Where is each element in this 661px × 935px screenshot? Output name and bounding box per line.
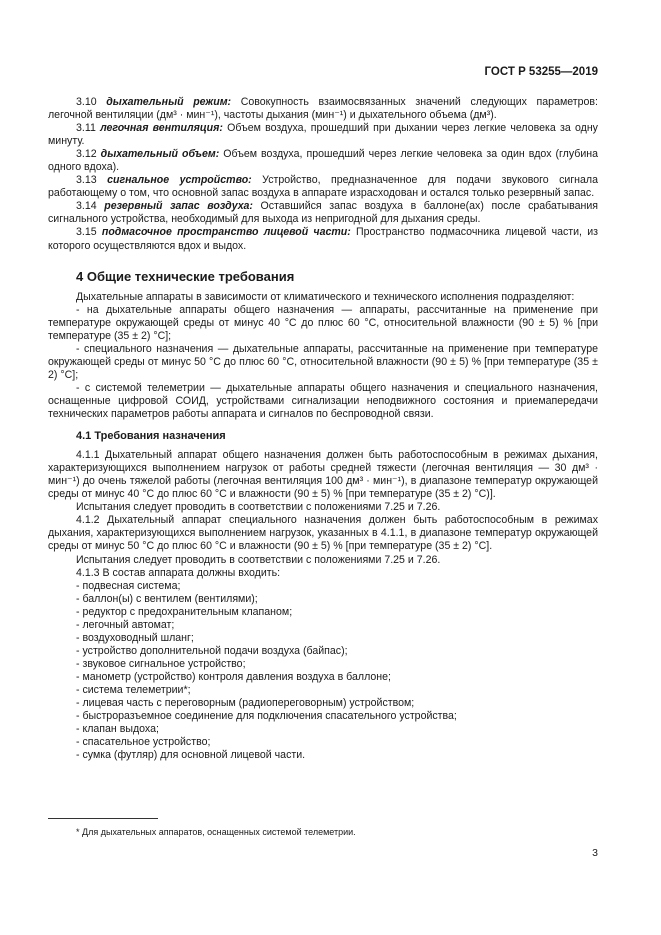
- component-item: - подвесная система;: [76, 579, 181, 592]
- classification-item: - на дыхательные аппараты общего назначения — аппараты, рассчитанные на применение при температуре окружающей среды от минус 40 °С до плюс 60 °С, относительной влажности (90 ± 5) % [при температуре (35 ± 2) °С];: [48, 303, 598, 342]
- component-item: - легочный автомат;: [76, 618, 175, 631]
- definition-term: подмасочное пространство лицевой части:: [101, 226, 351, 239]
- definition-number: 3.12: [76, 148, 101, 161]
- component-item: - редуктор с предохранительным клапаном;: [76, 605, 293, 618]
- component-item: - звуковое сигнальное устройство;: [76, 657, 246, 670]
- page-number: 3: [592, 847, 598, 859]
- definition-term: сигнальное устройство:: [107, 174, 252, 187]
- definition-number: 3.13: [76, 174, 108, 187]
- definition-number: 3.11: [76, 122, 101, 135]
- tests-note-2: Испытания следует проводить в соответствии с положениями 7.25 и 7.26.: [76, 553, 441, 566]
- document-body: [48, 96, 598, 762]
- definition-number: 3.10: [76, 96, 107, 108]
- definition-item: [48, 122, 598, 148]
- paragraph-4-1-1: 4.1.1 Дыхательный аппарат общего назначения должен быть работоспособным в режимах дыхания, характеризующихся выполнением нагрузок от работы средней тяжести (легочная вентиляция — 30 дм³ · мин⁻¹) до очень тяжелой работы (легочная вентиляция 100 дм³ · мин⁻¹), в диапазоне температур окружающей среды от минус 40 °С до плюс 60 °С и влажности (90 ± 5) % [при температуре (35 ± 2) °С)].: [48, 449, 598, 501]
- section-4-items: [48, 304, 598, 421]
- classification-item: - специального назначения — дыхательные аппараты, рассчитанные на применение при температуре окружающей среды от минус 50 °С до плюс 60 °С, относительной влажности (90 ± 5) % [при температуре (35 ± 2) °С];: [48, 342, 598, 381]
- tests-note-1: Испытания следует проводить в соответствии с положениями 7.25 и 7.26.: [76, 501, 441, 514]
- component-item: - лицевая часть с переговорным (радиопереговорным) устройством;: [76, 697, 415, 710]
- definitions-list: [48, 96, 598, 253]
- components-list: [48, 580, 598, 763]
- component-item: - баллон(ы) с вентилем (вентилями);: [76, 592, 258, 605]
- definition-text: Объем воздуха, прошедший через легкие человека за один вдох (глубина одного вдоха).: [48, 148, 598, 174]
- component-item: - воздуховодный шланг;: [76, 631, 194, 644]
- definition-term: дыхательный режим:: [106, 96, 232, 108]
- component-item: - спасательное устройство;: [76, 736, 211, 749]
- component-item: - система телеметрии*;: [76, 683, 191, 696]
- standard-header: ГОСТ Р 53255—2019: [484, 66, 598, 78]
- definition-item: [48, 174, 598, 200]
- classification-item: - с системой телеметрии — дыхательные аппараты общего назначения и специального назначения, оснащенные цифровой СОИД, устройствами сигнализации неподвижного состояния и приемапередачи технических параметров работы аппарата и сигналов по беспроводной связи.: [48, 381, 598, 421]
- definition-term: дыхательный объем:: [100, 148, 220, 161]
- definition-term: легочная вентиляция:: [100, 122, 223, 135]
- section-4-intro: Дыхательные аппараты в зависимости от климатического и технического исполнения подразделяют:: [76, 290, 575, 303]
- definition-item: [48, 96, 598, 122]
- section-4-1-heading: 4.1 Требования назначения: [76, 430, 226, 443]
- footnote: * Для дыхательных аппаратов, оснащенных системой телеметрии.: [76, 827, 356, 837]
- definition-number: 3.15: [76, 226, 102, 239]
- component-item: - быстроразъемное соединение для подключения спасательного устройства;: [76, 710, 457, 723]
- definition-number: 3.14: [76, 200, 105, 213]
- paragraph-4-1-2: 4.1.2 Дыхательный аппарат специального назначения должен быть работоспособным в режимах дыхания, характеризующихся выполнением нагрузок, указанных в 4.1.1, в диапазоне температур окружающей среды от минус 50 °С до плюс 60 °С и влажности (90 ± 5) % [при температуре (35 ± 2) °С].: [48, 514, 598, 553]
- definition-text: Оставшийся запас воздуха в баллоне(ах) после срабатывания сигнального устройства, необходимый для выхода из непригодной для дыхания среды.: [48, 200, 598, 226]
- component-item: - манометр (устройство) контроля давления воздуха в баллоне;: [76, 670, 391, 683]
- definition-text: Совокупность взаимосвязанных значений следующих параметров: легочной вентиляции (дм³ · мин⁻¹), частоты дыхания (мин⁻¹) и дыхательного объема (дм³).: [48, 96, 598, 122]
- footnote-separator: [48, 818, 158, 819]
- component-item: - устройство дополнительной подачи воздуха (байпас);: [76, 644, 348, 657]
- definition-term: резервный запас воздуха:: [104, 200, 253, 213]
- definition-item: [48, 200, 598, 226]
- section-4-heading: 4 Общие технические требования: [76, 268, 295, 284]
- paragraph-4-1-3: 4.1.3 В состав аппарата должны входить:: [76, 566, 281, 579]
- definition-item: [48, 226, 598, 252]
- definition-text: Пространство подмасочника лицевой части, из которого осуществляются вдох и выдох.: [48, 226, 599, 252]
- definition-item: [48, 148, 598, 174]
- definition-text: Устройство, предназначенное для подачи звукового сигнала работающему о том, что основной запас воздуха в аппарате израсходован и остался только резервный запас.: [48, 174, 598, 200]
- definition-text: Объем воздуха, прошедший при дыхании через легкие человека за одну минуту.: [48, 122, 598, 148]
- component-item: - клапан выдоха;: [76, 723, 159, 736]
- component-item: - сумка (футляр) для основной лицевой части.: [76, 749, 306, 762]
